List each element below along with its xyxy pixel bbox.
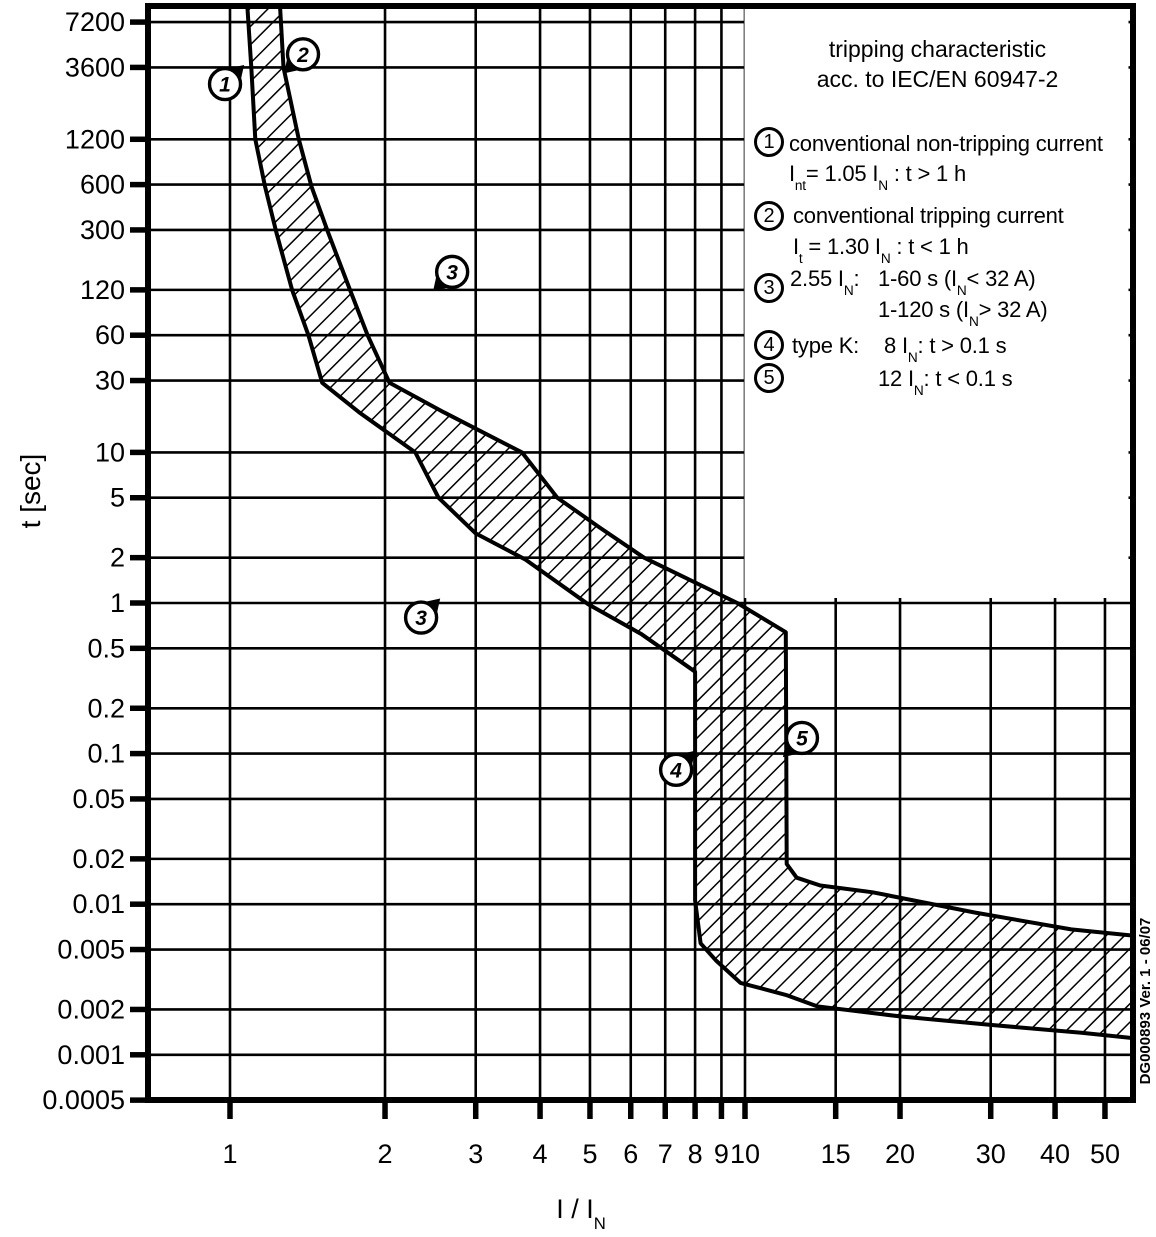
x-tick-label: 7 [657, 1139, 673, 1169]
y-tick-label: 600 [79, 169, 125, 200]
x-tick-label: 4 [532, 1139, 548, 1169]
y-tick-label: 0.1 [87, 738, 125, 769]
x-tick-label: 1 [222, 1139, 238, 1169]
marker-number: 4 [670, 759, 682, 783]
legend-item-1-text: conventional non-tripping current [789, 131, 1103, 156]
y-tick-label: 1 [109, 588, 125, 618]
marker-number: 1 [219, 73, 231, 97]
y-tick-label: 0.001 [57, 1039, 125, 1070]
legend-title-line2: acc. to IEC/EN 60947-2 [816, 66, 1059, 92]
y-tick-label: 0.01 [72, 889, 125, 920]
y-tick-label: 0.05 [72, 783, 125, 814]
x-tick-label: 10 [729, 1139, 761, 1169]
marker-number: 2 [297, 43, 309, 67]
x-tick-label: 50 [1089, 1139, 1120, 1169]
y-tick-label: 2 [109, 542, 125, 573]
legend-item-1-number: 1 [754, 127, 784, 157]
y-tick-label: 0.02 [72, 843, 125, 874]
legend-item-3-formula-b: 1-120 s ($I_N> 32$ A) [878, 297, 1048, 330]
y-tick-label: 5 [109, 482, 125, 513]
x-tick-label: 2 [377, 1139, 393, 1169]
legend-item-1-formula: $I_{nt}= 1.05$ $I_N$ : t > 1 h [789, 161, 967, 194]
legend-item-3-text: 2.55 $I_N$: [790, 266, 860, 299]
legend-item-5-formula: 12 $I_N$: t < 0.1 s [878, 366, 1013, 399]
x-tick-label: 9 [713, 1139, 729, 1169]
x-tick-label: 40 [1040, 1139, 1071, 1169]
y-tick-label: 30 [94, 365, 125, 396]
x-tick-label: 15 [820, 1139, 851, 1169]
y-tick-label: 10 [94, 437, 125, 468]
y-tick-label: 1200 [64, 124, 125, 155]
marker-number: 5 [796, 727, 808, 751]
marker-number: 3 [415, 607, 427, 631]
x-tick-label: 3 [468, 1139, 484, 1169]
y-axis-title: t [sec] [15, 453, 46, 529]
marker-1 [210, 65, 245, 100]
document-id-note: DG000893 Ver. 1 - 06/07 [1137, 917, 1154, 1085]
legend-item-2-text: conventional tripping current [793, 203, 1064, 228]
y-tick-label: 120 [79, 274, 125, 305]
x-tick-label: 8 [687, 1139, 703, 1169]
x-tick-label: 6 [623, 1139, 639, 1169]
legend-item-4-formula: 8 $I_N$: t > 0.1 s [884, 333, 1007, 366]
y-tick-label: 3600 [64, 52, 125, 83]
legend-title-line1: tripping characteristic [828, 36, 1047, 62]
y-tick-label: 7200 [64, 7, 125, 38]
y-tick-label: 0.5 [87, 633, 125, 664]
x-tick-label: 30 [975, 1139, 1006, 1169]
legend-item-3-formula-a: 1-60 s ($I_N< 32$ A) [878, 266, 1036, 299]
legend-item-3-number: 3 [754, 273, 784, 303]
legend-item-5-number: 5 [754, 363, 784, 393]
y-tick-label: 0.002 [57, 994, 125, 1025]
y-tick-label: 0.2 [87, 693, 125, 724]
marker-3 [433, 256, 468, 291]
x-axis-title: I / $I_N$ [556, 1194, 606, 1233]
legend-item-2-number: 2 [754, 201, 784, 231]
x-tick-label: 5 [582, 1139, 598, 1169]
marker-number: 3 [446, 261, 458, 285]
legend-item-2-formula: $I_t = 1.30$ $I_N$ : t < 1 h [793, 234, 969, 267]
x-tick-label: 20 [885, 1139, 916, 1169]
y-tick-label: 0.005 [57, 934, 125, 965]
legend-item-4-text: type K: [792, 333, 860, 358]
y-tick-label: 0.0005 [42, 1085, 125, 1116]
legend-item-4-number: 4 [754, 330, 784, 360]
y-tick-label: 60 [94, 320, 125, 351]
y-tick-label: 300 [79, 214, 125, 245]
